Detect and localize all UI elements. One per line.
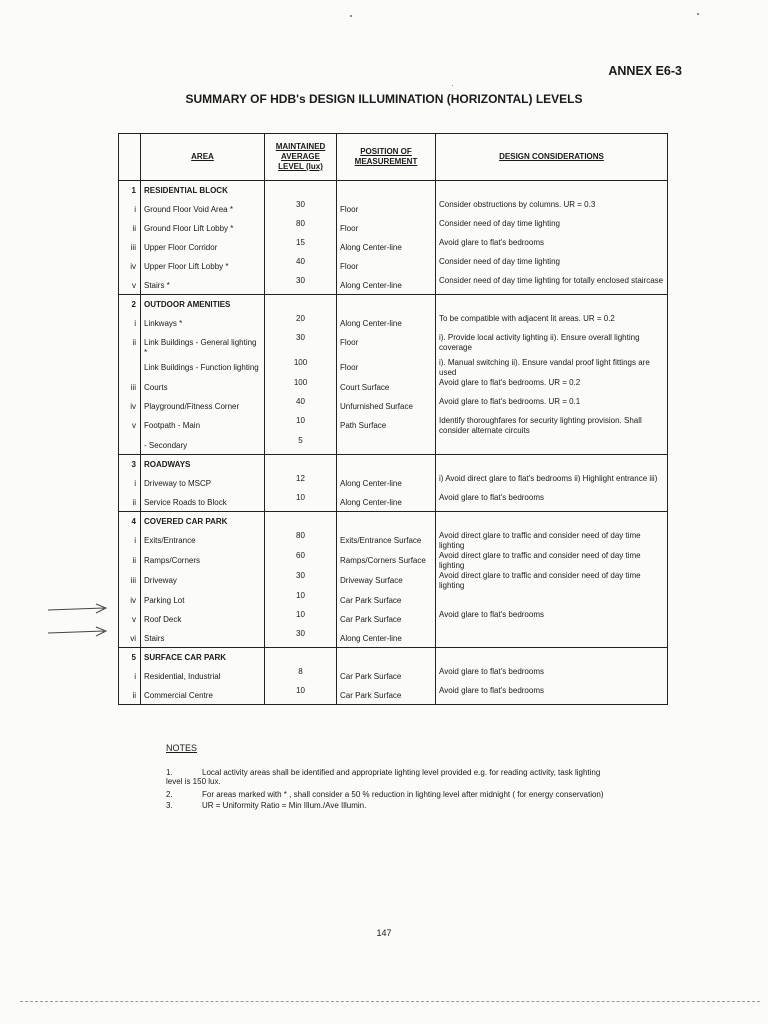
row-index: i bbox=[119, 531, 141, 551]
design-cell: Avoid glare to flat's bedrooms bbox=[436, 238, 668, 257]
area-cell: Stairs bbox=[141, 629, 265, 648]
level-cell: 5 bbox=[265, 436, 337, 455]
level-cell: 30 bbox=[265, 629, 337, 648]
header-design: DESIGN CONSIDERATIONS bbox=[436, 134, 668, 181]
table-row bbox=[119, 667, 668, 686]
table-row bbox=[119, 493, 668, 512]
table-row bbox=[119, 531, 668, 551]
design-cell: Avoid glare to flat's bedrooms bbox=[436, 493, 668, 512]
empty-cell bbox=[436, 181, 668, 200]
empty-cell bbox=[337, 455, 436, 474]
row-index: i bbox=[119, 474, 141, 493]
table-row bbox=[119, 314, 668, 333]
area-cell: Upper Floor Corridor bbox=[141, 238, 265, 257]
level-cell: 20 bbox=[265, 314, 337, 333]
row-index bbox=[119, 358, 141, 378]
row-index: ii bbox=[119, 551, 141, 571]
design-cell: Consider need of day time lighting bbox=[436, 257, 668, 276]
section-row bbox=[119, 181, 668, 200]
empty-cell bbox=[436, 455, 668, 474]
table-row bbox=[119, 686, 668, 705]
table-row bbox=[119, 436, 668, 455]
design-cell: Avoid glare to flat's bedrooms. UR = 0.2 bbox=[436, 378, 668, 397]
note-2 bbox=[166, 790, 616, 799]
empty-cell bbox=[265, 295, 337, 314]
row-index: iii bbox=[119, 238, 141, 257]
level-cell: 100 bbox=[265, 358, 337, 378]
position-cell: Along Center-line bbox=[337, 493, 436, 512]
design-cell: Avoid direct glare to traffic and consider need of day time lighting bbox=[436, 531, 668, 551]
design-cell: Consider need of day time lighting for totally enclosed staircase bbox=[436, 276, 668, 295]
empty-cell bbox=[337, 295, 436, 314]
design-cell: Identify thoroughfares for security lighting provision. Shall consider alternate circuits bbox=[436, 416, 668, 436]
design-cell: Avoid direct glare to traffic and consider need of day time lighting bbox=[436, 571, 668, 591]
position-cell: Floor bbox=[337, 200, 436, 219]
design-cell: Avoid direct glare to traffic and consider need of day time lighting bbox=[436, 551, 668, 571]
area-cell: Residential, Industrial bbox=[141, 667, 265, 686]
note-number: 3. bbox=[166, 801, 173, 810]
table-row bbox=[119, 200, 668, 219]
area-cell: Stairs * bbox=[141, 276, 265, 295]
empty-cell bbox=[265, 512, 337, 531]
row-index: iv bbox=[119, 257, 141, 276]
row-index: ii bbox=[119, 219, 141, 238]
level-cell: 30 bbox=[265, 200, 337, 219]
position-cell: Floor bbox=[337, 257, 436, 276]
row-index: ii bbox=[119, 493, 141, 512]
level-cell: 30 bbox=[265, 276, 337, 295]
position-cell: Path Surface bbox=[337, 416, 436, 436]
area-cell: Courts bbox=[141, 378, 265, 397]
area-cell: Parking Lot bbox=[141, 591, 265, 610]
section-title: RESIDENTIAL BLOCK bbox=[141, 181, 265, 200]
design-cell: Consider need of day time lighting bbox=[436, 219, 668, 238]
section-title: OUTDOOR AMENITIES bbox=[141, 295, 265, 314]
empty-cell bbox=[265, 181, 337, 200]
empty-cell bbox=[436, 512, 668, 531]
table-row bbox=[119, 629, 668, 648]
level-cell: 40 bbox=[265, 397, 337, 416]
level-cell: 10 bbox=[265, 686, 337, 705]
position-cell: Driveway Surface bbox=[337, 571, 436, 591]
level-cell: 40 bbox=[265, 257, 337, 276]
position-cell: Floor bbox=[337, 333, 436, 358]
scan-edge-line bbox=[20, 1001, 760, 1002]
handwritten-arrow-icon bbox=[46, 625, 110, 637]
note-1 bbox=[166, 768, 616, 786]
table-body bbox=[119, 181, 668, 705]
section-row bbox=[119, 295, 668, 314]
level-cell: 10 bbox=[265, 416, 337, 436]
position-cell: Along Center-line bbox=[337, 314, 436, 333]
section-number: 5 bbox=[119, 648, 141, 667]
row-index: ii bbox=[119, 686, 141, 705]
area-cell: Footpath - Main bbox=[141, 416, 265, 436]
level-cell: 10 bbox=[265, 591, 337, 610]
note-3 bbox=[166, 801, 616, 810]
level-cell: 60 bbox=[265, 551, 337, 571]
table-row bbox=[119, 238, 668, 257]
level-cell: 30 bbox=[265, 333, 337, 358]
row-index: iii bbox=[119, 378, 141, 397]
note-text: For areas marked with * , shall consider a 50 % reduction in lighting level after midnight ( for energy conservation) bbox=[202, 790, 604, 799]
row-index: i bbox=[119, 667, 141, 686]
position-cell: Car Park Surface bbox=[337, 610, 436, 629]
level-cell: 30 bbox=[265, 571, 337, 591]
header-area: AREA bbox=[141, 134, 265, 181]
design-cell: Consider obstructions by columns. UR = 0.3 bbox=[436, 200, 668, 219]
area-cell: Driveway to MSCP bbox=[141, 474, 265, 493]
design-cell: i) Avoid direct glare to flat's bedrooms ii) Highlight entrance iii) bbox=[436, 474, 668, 493]
table-row bbox=[119, 474, 668, 493]
page-number: 147 bbox=[376, 928, 392, 938]
table-row bbox=[119, 610, 668, 629]
level-cell: 12 bbox=[265, 474, 337, 493]
table-row bbox=[119, 378, 668, 397]
level-cell: 80 bbox=[265, 219, 337, 238]
position-cell: Floor bbox=[337, 358, 436, 378]
position-cell: Along Center-line bbox=[337, 474, 436, 493]
section-row bbox=[119, 455, 668, 474]
area-cell: Ramps/Corners bbox=[141, 551, 265, 571]
table-row bbox=[119, 397, 668, 416]
position-cell bbox=[337, 436, 436, 455]
row-index: iv bbox=[119, 591, 141, 610]
design-cell: Avoid glare to flat's bedrooms. UR = 0.1 bbox=[436, 397, 668, 416]
position-cell: Exits/Entrance Surface bbox=[337, 531, 436, 551]
section-number: 3 bbox=[119, 455, 141, 474]
design-cell: To be compatible with adjacent lit areas. UR = 0.2 bbox=[436, 314, 668, 333]
area-cell: Exits/Entrance bbox=[141, 531, 265, 551]
empty-cell bbox=[265, 648, 337, 667]
level-cell: 8 bbox=[265, 667, 337, 686]
area-cell: Link Buildings - Function lighting bbox=[141, 358, 265, 378]
table-row bbox=[119, 257, 668, 276]
area-cell: Linkways * bbox=[141, 314, 265, 333]
design-cell bbox=[436, 629, 668, 648]
scan-speck bbox=[697, 13, 699, 15]
area-cell: - Secondary bbox=[141, 436, 265, 455]
area-cell: Ground Floor Lift Lobby * bbox=[141, 219, 265, 238]
row-index: v bbox=[119, 276, 141, 295]
scan-speck bbox=[350, 15, 352, 17]
empty-cell bbox=[337, 181, 436, 200]
section-title: COVERED CAR PARK bbox=[141, 512, 265, 531]
position-cell: Unfurnished Surface bbox=[337, 397, 436, 416]
area-cell: Commercial Centre bbox=[141, 686, 265, 705]
table-row bbox=[119, 416, 668, 436]
position-cell: Court Surface bbox=[337, 378, 436, 397]
position-cell: Floor bbox=[337, 219, 436, 238]
header-position: POSITION OF MEASUREMENT bbox=[337, 134, 436, 181]
section-number: 4 bbox=[119, 512, 141, 531]
level-cell: 10 bbox=[265, 493, 337, 512]
row-index: vi bbox=[119, 629, 141, 648]
level-cell: 100 bbox=[265, 378, 337, 397]
design-cell: i). Provide local activity lighting ii). Ensure overall lighting coverage bbox=[436, 333, 668, 358]
area-cell: Link Buildings - General lighting * bbox=[141, 333, 265, 358]
design-cell bbox=[436, 436, 668, 455]
notes-heading: NOTES bbox=[166, 743, 198, 753]
design-cell: Avoid glare to flat's bedrooms bbox=[436, 610, 668, 629]
position-cell: Car Park Surface bbox=[337, 667, 436, 686]
position-cell: Car Park Surface bbox=[337, 686, 436, 705]
area-cell: Ground Floor Void Area * bbox=[141, 200, 265, 219]
empty-cell bbox=[337, 648, 436, 667]
row-index: iv bbox=[119, 397, 141, 416]
scan-speck bbox=[452, 85, 453, 86]
level-cell: 80 bbox=[265, 531, 337, 551]
row-index: ii bbox=[119, 333, 141, 358]
document-title: SUMMARY OF HDB's DESIGN ILLUMINATION (HORIZONTAL) LEVELS bbox=[185, 92, 583, 106]
empty-cell bbox=[337, 512, 436, 531]
table-row bbox=[119, 358, 668, 378]
row-index: v bbox=[119, 610, 141, 629]
note-text: Local activity areas shall be identified and appropriate lighting level provided e.g. for reading activity, task lighting level is 150 lux. bbox=[166, 768, 601, 786]
level-cell: 10 bbox=[265, 610, 337, 629]
area-cell: Roof Deck bbox=[141, 610, 265, 629]
position-cell: Car Park Surface bbox=[337, 591, 436, 610]
area-cell: Upper Floor Lift Lobby * bbox=[141, 257, 265, 276]
note-number: 2. bbox=[166, 790, 173, 799]
row-index: i bbox=[119, 200, 141, 219]
row-index bbox=[119, 436, 141, 455]
table-row bbox=[119, 219, 668, 238]
empty-cell bbox=[436, 648, 668, 667]
level-cell: 15 bbox=[265, 238, 337, 257]
row-index: v bbox=[119, 416, 141, 436]
empty-cell bbox=[265, 455, 337, 474]
table-row bbox=[119, 333, 668, 358]
header-index-cell bbox=[119, 134, 141, 181]
section-number: 2 bbox=[119, 295, 141, 314]
table-row bbox=[119, 571, 668, 591]
illumination-table bbox=[118, 133, 668, 705]
handwritten-arrow-icon bbox=[46, 603, 110, 615]
section-row bbox=[119, 648, 668, 667]
row-index: iii bbox=[119, 571, 141, 591]
section-row bbox=[119, 512, 668, 531]
empty-cell bbox=[436, 295, 668, 314]
section-number: 1 bbox=[119, 181, 141, 200]
row-index: i bbox=[119, 314, 141, 333]
section-title: ROADWAYS bbox=[141, 455, 265, 474]
note-text: UR = Uniformity Ratio = Min Illum./Ave Illumin. bbox=[202, 801, 367, 810]
note-number: 1. bbox=[166, 768, 173, 777]
area-cell: Service Roads to Block bbox=[141, 493, 265, 512]
position-cell: Along Center-line bbox=[337, 629, 436, 648]
design-cell bbox=[436, 591, 668, 610]
design-cell: Avoid glare to flat's bedrooms bbox=[436, 667, 668, 686]
header-level: MAINTAINED AVERAGE LEVEL (lux) bbox=[265, 134, 337, 181]
annex-label: ANNEX E6-3 bbox=[608, 64, 682, 78]
position-cell: Ramps/Corners Surface bbox=[337, 551, 436, 571]
table-row bbox=[119, 276, 668, 295]
area-cell: Driveway bbox=[141, 571, 265, 591]
section-title: SURFACE CAR PARK bbox=[141, 648, 265, 667]
design-cell: Avoid glare to flat's bedrooms bbox=[436, 686, 668, 705]
table-row bbox=[119, 551, 668, 571]
position-cell: Along Center-line bbox=[337, 276, 436, 295]
table-row bbox=[119, 591, 668, 610]
position-cell: Along Center-line bbox=[337, 238, 436, 257]
design-cell: i). Manual switching ii). Ensure vandal proof light fittings are used bbox=[436, 358, 668, 378]
area-cell: Playground/Fitness Corner bbox=[141, 397, 265, 416]
